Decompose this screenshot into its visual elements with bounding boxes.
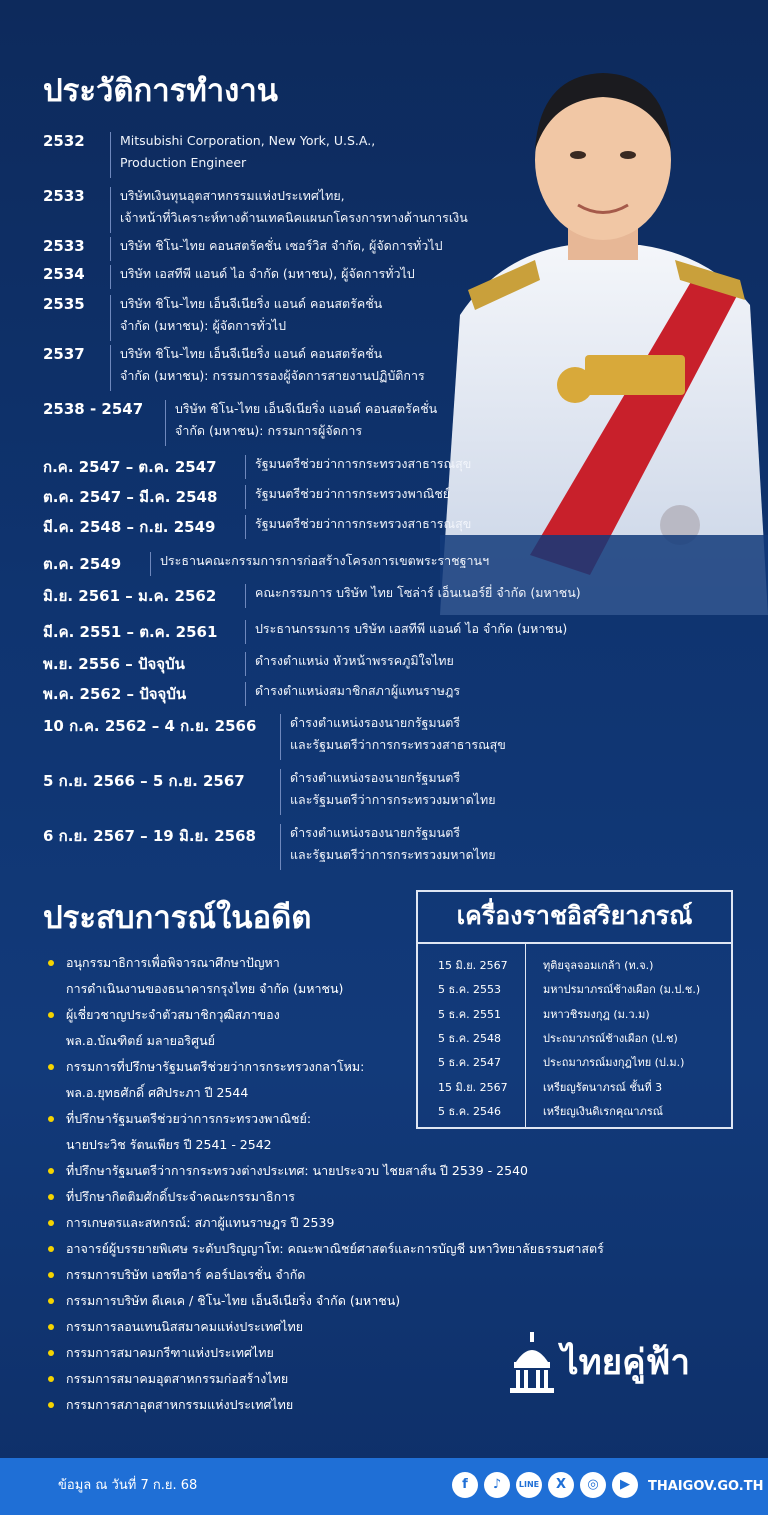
past-item-line: อนุกรรมาธิการเพื่อพิจารณาศึกษาปัญหา <box>66 955 280 970</box>
royal-decoration-name: เหรียญเงินดิเรกคุณาภรณ์ <box>543 1104 663 1118</box>
royal-date: 5 ธ.ค. 2553 <box>438 983 502 997</box>
career-description-line: ดำรงตำแหน่งรองนายกรัฐมนตรี <box>290 715 461 730</box>
career-description <box>255 513 471 535</box>
career-divider <box>280 714 281 760</box>
career-divider <box>110 187 111 233</box>
royal-row <box>418 1076 731 1100</box>
footer-bar <box>0 1458 768 1515</box>
career-description-line: เจ้าหน้าที่วิเคราะห์ทางด้านเทคนิคแผนกโครงการทางด้านการเงิน <box>120 210 468 225</box>
career-description <box>255 680 460 702</box>
past-item-text <box>66 1236 604 1262</box>
career-description <box>255 453 471 475</box>
career-divider <box>245 584 246 608</box>
career-period: 2533 <box>43 237 85 255</box>
royal-row <box>418 1003 731 1027</box>
royal-decoration-name: ประถมาภรณ์ช้างเผือก (ป.ช) <box>543 1031 678 1045</box>
past-item-line: ที่ปรึกษารัฐมนตรีช่วยว่าการกระทรวงพาณิชย์: <box>66 1111 312 1126</box>
royal-decoration-name: ทุติยจุลจอมเกล้า (ท.จ.) <box>543 959 654 972</box>
career-divider <box>150 552 151 576</box>
past-item-line: กรรมการลอนเทนนิสสมาคมแห่งประเทศไทย <box>66 1319 304 1334</box>
brand-name: ไทยคู่ฟ้า <box>561 1343 691 1383</box>
past-item-line: กรรมการบริษัท เอชทีอาร์ คอร์ปอเรชั่น จำกัด <box>66 1267 306 1282</box>
government-house-icon <box>508 1332 556 1394</box>
career-divider <box>110 132 111 178</box>
royal-row <box>418 1027 731 1051</box>
career-period: มิ.ย. 2561 – ม.ค. 2562 <box>43 587 217 605</box>
bullet-icon <box>48 1298 54 1304</box>
instagram-icon[interactable]: ◎ <box>580 1472 606 1498</box>
career-description <box>120 130 375 174</box>
career-description-line: ประธานคณะกรรมการการก่อสร้างโครงการเขตพระราชฐานฯ <box>160 553 490 568</box>
past-item-line: อาจารย์ผู้บรรยายพิเศษ ระดับปริญญาโท: คณะพาณิชย์ศาสตร์และการบัญชี มหาวิทยาลัยธรรมศาสตร์ <box>66 1241 604 1256</box>
career-period: 2537 <box>43 345 85 363</box>
royal-date: 15 มิ.ย. 2567 <box>438 1080 508 1094</box>
career-description <box>120 235 443 257</box>
career-description-line: ประธานกรรมการ บริษัท เอสทีพี แอนด์ ไอ จำกัด (มหาชน) <box>255 621 568 636</box>
career-divider <box>245 682 246 706</box>
career-period: พ.ย. 2556 – ปัจจุบัน <box>43 655 185 673</box>
past-item-text <box>66 1106 311 1158</box>
past-item-text <box>66 1054 364 1106</box>
career-period: 2535 <box>43 295 85 313</box>
tiktok-icon[interactable]: ♪ <box>484 1472 510 1498</box>
past-item-text <box>66 950 343 1002</box>
career-divider <box>110 295 111 341</box>
career-description-line: จำกัด (มหาชน): กรรมการผู้จัดการ <box>175 423 363 438</box>
royal-row <box>418 978 731 1002</box>
career-description-line: ดำรงตำแหน่งสมาชิกสภาผู้แทนราษฎร <box>255 683 461 698</box>
past-heading: ประสบการณ์ในอดีต <box>43 900 312 936</box>
career-description <box>120 293 382 337</box>
past-item-line: ผู้เชี่ยวชาญประจำตัวสมาชิกวุฒิสภาของ <box>66 1007 280 1022</box>
career-description-line: จำกัด (มหาชน): กรรมการรองผู้จัดการสายงานปฏิบัติการ <box>120 368 425 383</box>
career-description-line: และรัฐมนตรีว่าการกระทรวงมหาดไทย <box>290 792 496 807</box>
royal-date: 5 ธ.ค. 2551 <box>438 1007 502 1021</box>
career-description-line: รัฐมนตรีช่วยว่าการกระทรวงสาธารณสุข <box>255 456 472 471</box>
career-description <box>120 185 468 229</box>
bullet-icon <box>48 1064 54 1070</box>
career-description <box>175 398 437 442</box>
bullet-icon <box>48 1324 54 1330</box>
career-description-line: บริษัท ชิโน-ไทย คอนสตรัคชั่น เซอร์วิส จำกัด, ผู้จัดการทั่วไป <box>120 238 443 253</box>
career-description <box>255 618 567 640</box>
career-description-line: ดำรงตำแหน่ง หัวหน้าพรรคภูมิใจไทย <box>255 653 454 668</box>
bullet-icon <box>48 1012 54 1018</box>
bullet-icon <box>48 1220 54 1226</box>
past-item-line: นายประวิช รัตนเพียร ปี 2541 - 2542 <box>66 1137 272 1152</box>
official-portrait <box>440 55 768 615</box>
past-item-line: กรรมการสภาอุตสาหกรรมแห่งประเทศไทย <box>66 1397 294 1412</box>
past-item-text <box>66 1262 305 1288</box>
brand-logo <box>506 1330 706 1400</box>
past-item-line: การเกษตรและสหกรณ์: สภาผู้แทนราษฎร ปี 2539 <box>66 1215 335 1230</box>
facebook-icon[interactable]: f <box>452 1472 478 1498</box>
career-period: 2533 <box>43 187 85 205</box>
career-description <box>255 582 581 604</box>
career-divider <box>245 620 246 644</box>
career-description-line: คณะกรรมการ บริษัท ไทย โซล่าร์ เอ็นเนอร์ยี่ จำกัด (มหาชน) <box>255 585 581 600</box>
career-divider <box>110 237 111 261</box>
royal-decoration-name: เหรียญรัตนาภรณ์ ชั้นที่ 3 <box>543 1080 663 1094</box>
youtube-icon[interactable]: ▶ <box>612 1472 638 1498</box>
bullet-icon <box>48 1168 54 1174</box>
career-divider <box>110 345 111 391</box>
career-description-line: และรัฐมนตรีว่าการกระทรวงมหาดไทย <box>290 847 496 862</box>
career-description-line: ดำรงตำแหน่งรองนายกรัฐมนตรี <box>290 825 461 840</box>
career-divider <box>165 400 166 446</box>
career-description-line: บริษัท ชิโน-ไทย เอ็นจีเนียริ่ง แอนด์ คอนสตรัคชั่น <box>175 401 438 416</box>
career-heading: ประวัติการทำงาน <box>43 73 278 109</box>
career-description-line: และรัฐมนตรีว่าการกระทรวงสาธารณสุข <box>290 737 506 752</box>
career-description-line: Mitsubishi Corporation, New York, U.S.A., <box>120 133 376 148</box>
career-description <box>255 483 450 505</box>
career-description-line: บริษัท ชิโน-ไทย เอ็นจีเนียริ่ง แอนด์ คอนสตรัคชั่น <box>120 296 383 311</box>
bullet-icon <box>48 960 54 966</box>
past-item-text <box>66 1314 303 1340</box>
career-description-line: บริษัท เอสทีพี แอนด์ ไอ จำกัด (มหาชน), ผู้จัดการทั่วไป <box>120 266 415 281</box>
royal-header <box>418 892 731 944</box>
career-period: มี.ค. 2551 – ต.ค. 2561 <box>43 623 218 641</box>
royal-decoration-name: มหาปรมาภรณ์ช้างเผือก (ม.ป.ช.) <box>543 983 701 997</box>
career-period: ต.ค. 2547 – มี.ค. 2548 <box>43 488 218 506</box>
royal-row <box>418 1051 731 1075</box>
website-link[interactable]: THAIGOV.GO.TH <box>648 1479 764 1494</box>
royal-decorations-table <box>416 890 733 1129</box>
line-icon[interactable]: LINE <box>516 1472 542 1498</box>
bullet-icon <box>48 1402 54 1408</box>
past-item-line: กรรมการที่ปรึกษารัฐมนตรีช่วยว่าการกระทรวงกลาโหม: <box>66 1059 365 1074</box>
past-item-line: พล.อ.ยุทธศักดิ์ ศศิประภา ปี 2544 <box>66 1085 249 1100</box>
career-divider <box>110 265 111 289</box>
career-description-line: ดำรงตำแหน่งรองนายกรัฐมนตรี <box>290 770 461 785</box>
royal-row <box>418 1100 731 1124</box>
x-icon[interactable]: X <box>548 1472 574 1498</box>
career-description-line: บริษัท ชิโน-ไทย เอ็นจีเนียริ่ง แอนด์ คอนสตรัคชั่น <box>120 346 383 361</box>
past-item-text <box>66 1366 288 1392</box>
past-item-text <box>66 1184 295 1210</box>
career-divider <box>245 652 246 676</box>
past-item-line: กรรมการบริษัท ดีเคเค / ชิโน-ไทย เอ็นจีเนียริ่ง จำกัด (มหาชน) <box>66 1293 401 1308</box>
bullet-icon <box>48 1350 54 1356</box>
past-item-text <box>66 1392 293 1418</box>
career-description <box>290 767 496 811</box>
past-item-text <box>66 1158 528 1184</box>
career-description-line: บริษัทเงินทุนอุตสาหกรรมแห่งประเทศไทย, <box>120 188 345 203</box>
royal-date: 5 ธ.ค. 2547 <box>438 1056 502 1070</box>
career-description-line: รัฐมนตรีช่วยว่าการกระทรวงสาธารณสุข <box>255 516 472 531</box>
past-item-line: กรรมการสมาคมอุตสาหกรรมก่อสร้างไทย <box>66 1371 289 1386</box>
career-description-line: จำกัด (มหาชน): ผู้จัดการทั่วไป <box>120 318 287 333</box>
career-divider <box>280 824 281 870</box>
past-item-line: กรรมการสมาคมกรีฑาแห่งประเทศไทย <box>66 1345 274 1360</box>
career-period: 6 ก.ย. 2567 – 19 มิ.ย. 2568 <box>43 827 256 845</box>
career-period: 2532 <box>43 132 85 150</box>
past-item-line: การดำเนินงานของธนาคารกรุงไทย จำกัด (มหาชน) <box>66 981 344 996</box>
career-period: พ.ค. 2562 – ปัจจุบัน <box>43 685 187 703</box>
career-divider <box>245 515 246 539</box>
career-period: 10 ก.ค. 2562 – 4 ก.ย. 2566 <box>43 717 257 735</box>
career-period: 5 ก.ย. 2566 – 5 ก.ย. 2567 <box>43 772 245 790</box>
royal-heading: เครื่องราชอิสริยาภรณ์ <box>456 901 693 930</box>
royal-row <box>418 954 731 978</box>
bullet-icon <box>48 1116 54 1122</box>
bullet-icon <box>48 1246 54 1252</box>
royal-date: 5 ธ.ค. 2546 <box>438 1104 502 1118</box>
past-item-line: ที่ปรึกษารัฐมนตรีว่าการกระทรวงต่างประเทศ: นายประจวบ ไชยสาส์น ปี 2539 - 2540 <box>66 1163 528 1178</box>
career-description <box>290 822 496 866</box>
royal-date: 5 ธ.ค. 2548 <box>438 1031 502 1045</box>
royal-decoration-name: ประถมาภรณ์มงกุฎไทย (ป.ม.) <box>543 1056 685 1070</box>
career-description <box>290 712 506 756</box>
bullet-icon <box>48 1194 54 1200</box>
bullet-icon <box>48 1272 54 1278</box>
past-item-text <box>66 1288 400 1314</box>
career-description <box>120 343 425 387</box>
career-description <box>255 650 454 672</box>
career-period: 2534 <box>43 265 85 283</box>
career-divider <box>245 455 246 479</box>
career-description <box>160 550 489 572</box>
career-divider <box>245 485 246 509</box>
past-item-text <box>66 1210 334 1236</box>
career-period: มี.ค. 2548 – ก.ย. 2549 <box>43 518 216 536</box>
royal-date: 15 มิ.ย. 2567 <box>438 959 508 972</box>
past-item-line: พล.อ.บัณฑิตย์ มลายอริศูนย์ <box>66 1033 215 1048</box>
career-period: ก.ค. 2547 – ต.ค. 2547 <box>43 458 217 476</box>
career-description-line: รัฐมนตรีช่วยว่าการกระทรวงพาณิชย์ <box>255 486 451 501</box>
career-description <box>120 263 415 285</box>
past-item-text <box>66 1002 280 1054</box>
career-period: ต.ค. 2549 <box>43 555 122 573</box>
royal-decoration-name: มหาวชิรมงกุฎ (ม.ว.ม) <box>543 1007 650 1021</box>
bullet-icon <box>48 1376 54 1382</box>
past-item-text <box>66 1340 274 1366</box>
past-item-line: ที่ปรึกษากิตติมศักดิ์ประจำคณะกรรมาธิการ <box>66 1189 295 1204</box>
data-date-note: ข้อมูล ณ วันที่ 7 ก.ย. 68 <box>58 1478 198 1493</box>
career-description-line: Production Engineer <box>120 155 247 170</box>
career-period: 2538 - 2547 <box>43 400 144 418</box>
career-divider <box>280 769 281 815</box>
